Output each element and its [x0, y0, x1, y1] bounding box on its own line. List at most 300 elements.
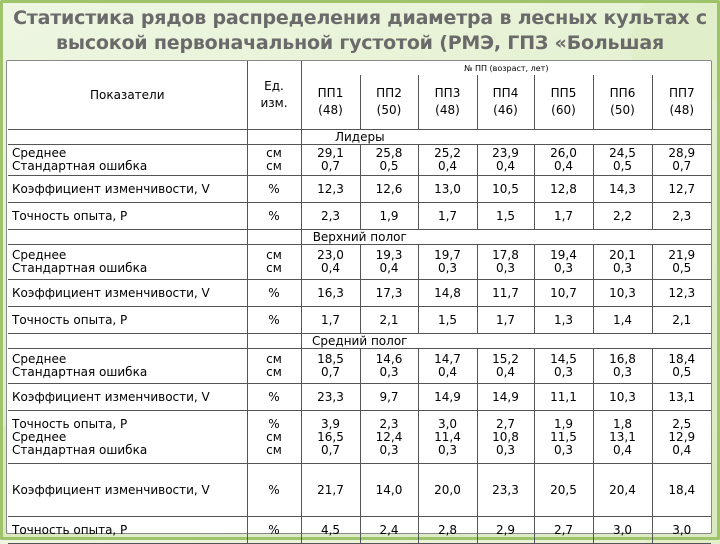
value-cell	[652, 280, 711, 307]
row-unit	[247, 464, 301, 517]
value-cell	[534, 517, 593, 544]
unit-value: %	[268, 285, 280, 300]
value-cell	[360, 464, 418, 517]
cell-value: 0,3	[553, 442, 574, 457]
cell-value: 23,3	[317, 389, 344, 404]
unit-value: см	[266, 261, 282, 275]
value-cell	[360, 307, 418, 334]
value-cell	[652, 411, 711, 464]
cell-value: 0,5	[379, 159, 399, 173]
cell-value: 1,5	[437, 312, 458, 327]
cell-value: 0,4	[612, 442, 633, 457]
row-label	[8, 176, 247, 203]
value-cell	[360, 411, 418, 464]
value-cell	[418, 145, 477, 176]
row-unit	[247, 517, 301, 544]
cell-value: 19,7	[434, 248, 461, 262]
value-cell	[593, 145, 652, 176]
value-cell	[652, 307, 711, 334]
cell-value: 3,0	[612, 522, 633, 537]
cell-value: 0,7	[320, 442, 341, 457]
plot-age: (46)	[493, 103, 518, 118]
value-cell	[301, 349, 360, 384]
value-cell	[593, 280, 652, 307]
table-row	[8, 349, 711, 384]
section-spacer	[8, 230, 247, 245]
table-row	[8, 280, 711, 307]
cell-value: 2,8	[437, 522, 458, 537]
plot-age: (50)	[376, 103, 402, 118]
indicator-label: Коэффициент изменчивости, V	[12, 482, 210, 497]
indicator-label: Коэффициент изменчивости, V	[12, 285, 210, 300]
value-cell	[652, 517, 711, 544]
cell-value: 0,4	[495, 159, 516, 173]
value-cell	[301, 384, 360, 411]
unit-header-line-2: изм.	[260, 96, 288, 110]
value-cell	[593, 464, 652, 517]
value-cell	[534, 203, 593, 230]
value-cell	[593, 307, 652, 334]
value-cell	[301, 411, 360, 464]
value-cell	[301, 245, 360, 280]
value-cell	[301, 176, 360, 203]
value-cell	[593, 245, 652, 280]
cell-value: 20,1	[609, 248, 636, 262]
cell-value: 0,4	[672, 442, 692, 457]
value-cell	[477, 280, 534, 307]
indicator-label: Среднее	[12, 352, 67, 366]
cell-value: 15,2	[492, 352, 519, 366]
value-cell	[593, 176, 652, 203]
cell-value: 14,9	[434, 389, 461, 404]
cell-value: 0,4	[495, 365, 516, 379]
cell-value: 1,8	[612, 416, 633, 431]
row-unit	[247, 411, 301, 464]
section-filler	[652, 230, 711, 245]
cell-value: 14,9	[492, 389, 519, 404]
plot-header-4	[477, 75, 534, 129]
plot-age: (50)	[610, 103, 635, 118]
value-cell	[360, 145, 418, 176]
row-unit	[247, 280, 301, 307]
cell-value: 18,4	[668, 482, 696, 497]
section-filler	[418, 130, 477, 145]
cell-value: 13,1	[609, 429, 636, 444]
row-unit	[247, 203, 301, 230]
plot-name: ПП4	[492, 86, 519, 101]
row-unit	[247, 307, 301, 334]
statistics-table	[8, 61, 711, 544]
value-cell	[301, 203, 360, 230]
cell-value: 14,3	[609, 181, 636, 196]
row-label	[8, 307, 247, 334]
indicator-label: Среднее	[12, 146, 67, 160]
section-filler	[418, 230, 477, 245]
value-cell	[534, 176, 593, 203]
unit-value: см	[266, 442, 282, 457]
value-cell	[301, 307, 360, 334]
cell-value: 10,5	[492, 181, 519, 196]
section-filler	[477, 130, 534, 145]
title-line-2: высокой первоначальной густотой (РМЭ, ГПЗ «Большая	[56, 32, 664, 54]
value-cell	[652, 145, 711, 176]
value-cell	[652, 349, 711, 384]
plot-age: (60)	[551, 103, 576, 118]
cell-value: 14,7	[434, 352, 461, 366]
value-cell	[360, 384, 418, 411]
cell-value: 10,7	[550, 285, 577, 300]
value-cell	[477, 517, 534, 544]
row-label	[8, 384, 247, 411]
indicator-label: Точность опыта, P	[12, 208, 128, 223]
value-cell	[418, 176, 477, 203]
plot-header-2	[360, 75, 418, 129]
value-cell	[477, 464, 534, 517]
unit-header	[247, 61, 301, 130]
cell-value: 12,4	[375, 429, 403, 444]
cell-value: 0,4	[437, 159, 458, 173]
cell-value: 17,8	[492, 248, 519, 262]
row-unit	[247, 384, 301, 411]
section-spacer	[8, 334, 247, 349]
table-row	[8, 517, 711, 544]
plot-age: (48)	[318, 103, 343, 118]
cell-value: 2,5	[672, 416, 692, 431]
cell-value: 12,9	[668, 429, 696, 444]
cell-value: 0,5	[672, 365, 692, 379]
section-filler	[477, 334, 534, 349]
section-filler	[593, 130, 652, 145]
cell-value: 0,3	[553, 261, 574, 275]
cell-value: 20,4	[609, 482, 636, 497]
unit-value: см	[266, 365, 282, 379]
value-cell	[477, 245, 534, 280]
cell-value: 1,5	[495, 208, 516, 223]
row-unit	[247, 245, 301, 280]
value-cell	[418, 349, 477, 384]
cell-value: 21,9	[668, 248, 696, 262]
unit-header-line-1: Ед.	[264, 79, 284, 93]
cell-value: 2,9	[495, 522, 516, 537]
cell-value: 28,9	[668, 146, 696, 160]
unit-value: %	[268, 482, 280, 497]
section-spacer	[8, 130, 247, 145]
indicators-header: Показатели	[8, 61, 247, 130]
indicator-label: Точность опыта, P	[12, 312, 128, 327]
cell-value: 10,3	[609, 285, 636, 300]
row-label	[8, 203, 247, 230]
unit-value: %	[268, 389, 280, 404]
plot-name: ПП5	[550, 86, 577, 101]
value-cell	[534, 464, 593, 517]
cell-value: 19,4	[550, 248, 577, 262]
indicator-label: Стандартная ошибка	[12, 261, 148, 275]
plot-age: (48)	[669, 103, 695, 118]
plot-name: ПП1	[317, 86, 344, 101]
cell-value: 10,8	[492, 429, 519, 444]
value-cell	[534, 349, 593, 384]
cell-value: 0,5	[612, 159, 633, 173]
indicator-label: Точность опыта, P	[12, 522, 128, 537]
section-filler	[418, 334, 477, 349]
cell-value: 0,5	[672, 261, 692, 275]
plot-name: ПП3	[434, 86, 461, 101]
cell-value: 20,5	[550, 482, 577, 497]
cell-value: 0,7	[320, 365, 341, 379]
cell-value: 18,4	[668, 352, 696, 366]
cell-value: 9,7	[379, 389, 399, 404]
value-cell	[418, 203, 477, 230]
value-cell	[534, 280, 593, 307]
section-spacer	[247, 334, 301, 349]
cell-value: 2,4	[379, 522, 399, 537]
cell-value: 23,3	[492, 482, 519, 497]
value-cell	[652, 384, 711, 411]
section-title: Средний полог	[312, 334, 408, 348]
cell-value: 2,7	[495, 416, 516, 431]
cell-value: 0,7	[672, 159, 692, 173]
section-filler	[652, 334, 711, 349]
value-cell	[477, 349, 534, 384]
unit-value: %	[268, 208, 280, 223]
cell-value: 0,4	[553, 159, 574, 173]
row-label	[8, 280, 247, 307]
section-filler	[477, 230, 534, 245]
cell-value: 16,3	[317, 285, 344, 300]
indicator-label: Стандартная ошибка	[12, 159, 148, 173]
value-cell	[418, 517, 477, 544]
row-label	[8, 517, 247, 544]
section-filler	[534, 230, 593, 245]
cell-value: 3,9	[320, 416, 341, 431]
section-filler	[534, 334, 593, 349]
unit-value: см	[266, 352, 282, 366]
cell-value: 23,0	[317, 248, 344, 262]
value-cell	[534, 384, 593, 411]
cell-value: 25,2	[434, 146, 461, 160]
unit-value: см	[266, 146, 282, 160]
section-filler	[593, 230, 652, 245]
unit-value: см	[266, 248, 282, 262]
indicator-label: Коэффициент изменчивости, V	[12, 389, 210, 404]
table-row	[8, 384, 711, 411]
indicator-label: Среднее	[12, 429, 67, 444]
cell-value: 1,9	[553, 416, 574, 431]
value-cell	[534, 145, 593, 176]
cell-value: 12,8	[550, 181, 577, 196]
plots-caption: № ПП (возраст, лет)	[464, 63, 549, 73]
cell-value: 2,1	[672, 312, 692, 327]
section-filler	[534, 130, 593, 145]
indicator-label: Стандартная ошибка	[12, 442, 148, 457]
cell-value: 16,5	[317, 429, 344, 444]
cell-value: 14,8	[434, 285, 461, 300]
cell-value: 3,0	[437, 416, 458, 431]
cell-value: 1,7	[320, 312, 341, 327]
value-cell	[301, 517, 360, 544]
value-cell	[593, 349, 652, 384]
unit-value: %	[268, 416, 280, 431]
section-filler	[593, 334, 652, 349]
cell-value: 11,4	[434, 429, 461, 444]
cell-value: 13,1	[668, 389, 696, 404]
cell-value: 2,3	[379, 416, 399, 431]
cell-value: 14,5	[550, 352, 577, 366]
cell-value: 0,3	[379, 365, 399, 379]
value-cell	[418, 307, 477, 334]
cell-value: 1,7	[495, 312, 516, 327]
row-label	[8, 145, 247, 176]
value-cell	[301, 464, 360, 517]
cell-value: 0,3	[553, 365, 574, 379]
cell-value: 11,7	[492, 285, 519, 300]
section-row	[8, 230, 711, 245]
value-cell	[360, 517, 418, 544]
value-cell	[534, 411, 593, 464]
value-cell	[534, 307, 593, 334]
section-row	[8, 130, 711, 145]
value-cell	[477, 176, 534, 203]
plot-header-3	[418, 75, 477, 129]
cell-value: 1,7	[437, 208, 458, 223]
cell-value: 12,3	[317, 181, 344, 196]
value-cell	[477, 384, 534, 411]
cell-value: 20,0	[434, 482, 461, 497]
cell-value: 12,3	[668, 285, 696, 300]
cell-value: 10,3	[609, 389, 636, 404]
value-cell	[360, 245, 418, 280]
cell-value: 3,0	[672, 522, 692, 537]
value-cell	[360, 203, 418, 230]
cell-value: 1,4	[612, 312, 633, 327]
plot-header-5	[534, 75, 593, 129]
table-row	[8, 464, 711, 517]
value-cell	[593, 411, 652, 464]
plot-name: ПП7	[668, 86, 695, 101]
cell-value: 14,6	[375, 352, 403, 366]
cell-value: 26,0	[550, 146, 577, 160]
table-row	[8, 411, 711, 464]
indicator-label: Коэффициент изменчивости, V	[12, 181, 210, 196]
value-cell	[360, 280, 418, 307]
cell-value: 0,3	[437, 261, 458, 275]
cell-value: 0,3	[437, 442, 458, 457]
value-cell	[652, 464, 711, 517]
cell-value: 1,9	[379, 208, 399, 223]
value-cell	[477, 411, 534, 464]
row-unit	[247, 145, 301, 176]
cell-value: 24,5	[609, 146, 636, 160]
plot-name: ПП6	[609, 86, 636, 101]
cell-value: 2,1	[379, 312, 399, 327]
value-cell	[534, 245, 593, 280]
unit-value: %	[268, 522, 280, 537]
value-cell	[652, 245, 711, 280]
plot-name: ПП2	[376, 86, 402, 101]
cell-value: 0,4	[320, 261, 341, 275]
cell-value: 0,3	[612, 365, 633, 379]
value-cell	[652, 203, 711, 230]
cell-value: 2,3	[320, 208, 341, 223]
table-row	[8, 145, 711, 176]
row-label	[8, 411, 247, 464]
cell-value: 1,7	[553, 208, 574, 223]
section-row	[8, 334, 711, 349]
cell-value: 11,1	[550, 389, 577, 404]
cell-value: 12,6	[375, 181, 403, 196]
cell-value: 16,8	[609, 352, 636, 366]
value-cell	[477, 203, 534, 230]
plot-age: (48)	[435, 103, 460, 118]
indicator-label: Стандартная ошибка	[12, 365, 148, 379]
cell-value: 21,7	[317, 482, 344, 497]
value-cell	[418, 384, 477, 411]
cell-value: 0,7	[320, 159, 341, 173]
cell-value: 12,7	[668, 181, 696, 196]
value-cell	[360, 349, 418, 384]
header-row	[8, 61, 711, 75]
unit-value: см	[266, 159, 282, 173]
section-title: Верхний полог	[312, 230, 407, 244]
cell-value: 11,5	[550, 429, 577, 444]
cell-value: 17,3	[375, 285, 403, 300]
cell-value: 0,3	[379, 442, 399, 457]
cell-value: 0,3	[495, 442, 516, 457]
section-filler	[652, 130, 711, 145]
value-cell	[477, 307, 534, 334]
cell-value: 1,3	[553, 312, 574, 327]
section-spacer	[247, 230, 301, 245]
cell-value: 0,3	[495, 261, 516, 275]
cell-value: 2,3	[672, 208, 692, 223]
cell-value: 4,5	[320, 522, 341, 537]
value-cell	[301, 145, 360, 176]
row-label	[8, 349, 247, 384]
plot-header-1	[301, 75, 360, 129]
value-cell	[652, 176, 711, 203]
value-cell	[593, 384, 652, 411]
indicator-label: Точность опыта, P	[12, 416, 128, 431]
row-unit	[247, 176, 301, 203]
value-cell	[301, 280, 360, 307]
table-row	[8, 245, 711, 280]
value-cell	[477, 145, 534, 176]
cell-value: 0,4	[379, 261, 399, 275]
cell-value: 14,0	[375, 482, 403, 497]
cell-value: 19,3	[375, 248, 403, 262]
unit-value: %	[268, 312, 280, 327]
cell-value: 2,7	[553, 522, 574, 537]
cell-value: 23,9	[492, 146, 519, 160]
row-label	[8, 245, 247, 280]
value-cell	[360, 176, 418, 203]
section-spacer	[247, 130, 301, 145]
row-label	[8, 464, 247, 517]
indicator-label: Среднее	[12, 248, 67, 262]
value-cell	[418, 464, 477, 517]
cell-value: 29,1	[317, 146, 344, 160]
cell-value: 0,3	[612, 261, 633, 275]
section-title: Лидеры	[334, 130, 385, 144]
plot-header-6	[593, 75, 652, 129]
value-cell	[593, 203, 652, 230]
table-row	[8, 203, 711, 230]
unit-value: см	[266, 429, 282, 444]
plot-header-7	[652, 75, 711, 129]
cell-value: 0,4	[437, 365, 458, 379]
value-cell	[418, 411, 477, 464]
cell-value: 2,2	[612, 208, 633, 223]
